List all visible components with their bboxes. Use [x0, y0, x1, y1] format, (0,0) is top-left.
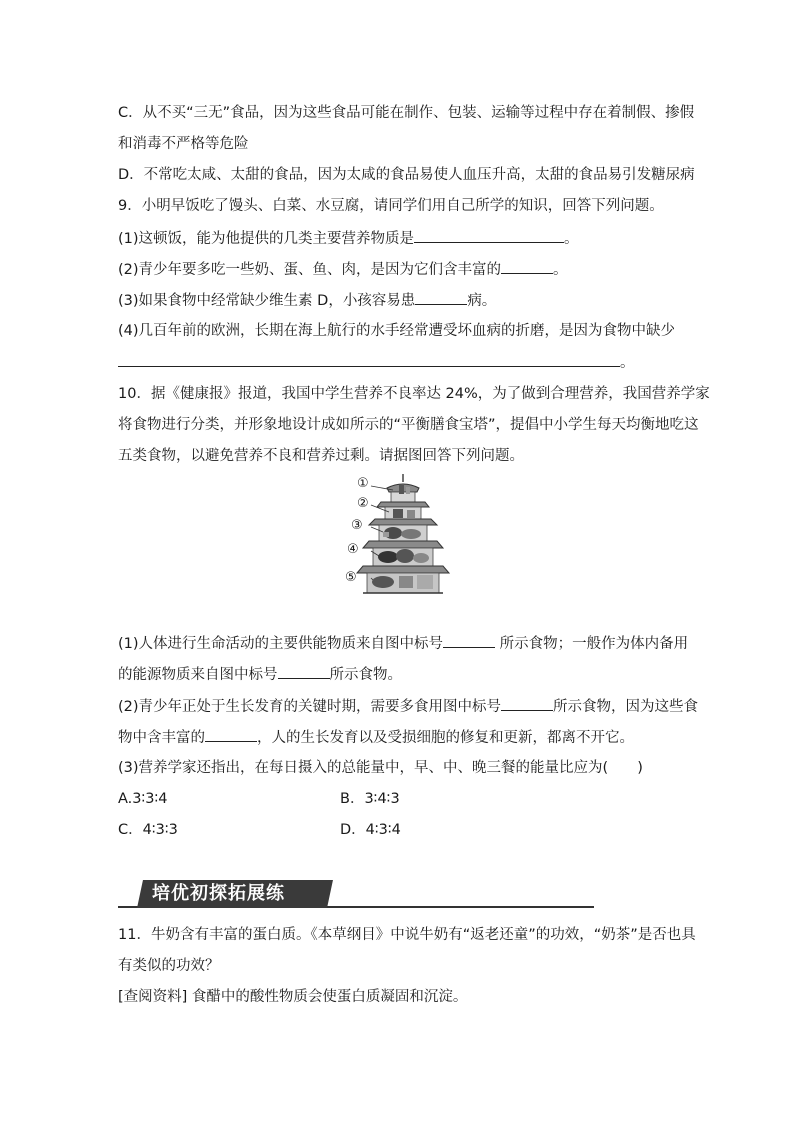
section-title: 培优初探拓展练 — [152, 883, 285, 904]
q10-option-a[interactable]: A.3∶3∶4 — [118, 791, 168, 807]
q9-part3-text: (3)如果食物中经常缺少维生素 D，小孩容易患 — [118, 293, 416, 309]
q9-part4: (4)几百年前的欧洲，长期在海上航行的水手经常遭受坏血病的折磨，是因为食物中缺少 — [118, 323, 676, 339]
q11-stem-line1: 11．牛奶含有丰富的蛋白质。《本草纲目》中说牛奶有“返老还童”的功效，“奶茶”是否也具 — [118, 927, 696, 943]
q11-resource: [查阅资料] 食醋中的酸性物质会使蛋白质凝固和沉淀。 — [118, 989, 468, 1005]
q9-part1 — [118, 228, 579, 249]
q9-part2-text: (2)青少年要多吃一些奶、蛋、鱼、肉，是因为它们含丰富的 — [118, 262, 502, 278]
q10-part2-blank2[interactable] — [205, 727, 257, 742]
q9-part2 — [118, 259, 568, 280]
q9-part1-end: 。 — [564, 231, 579, 247]
q9-part1-blank[interactable] — [414, 228, 564, 243]
section-banner — [118, 880, 594, 910]
q10-part2-text-b: 所示食物，因为这些食 — [553, 699, 699, 715]
q10-option-d[interactable]: D．4∶3∶4 — [340, 822, 401, 838]
q10-part1-text-d: 所示食物。 — [329, 667, 402, 683]
q10-part1-blank1[interactable] — [443, 633, 495, 648]
q9-part4-blank[interactable] — [118, 352, 620, 367]
q10-stem-line2: 将食物进行分类，并形象地设计成如所示的“平衡膳食宝塔”，提倡中小学生每天均衡地吃这 — [118, 417, 699, 433]
q10-part2-line2 — [118, 727, 634, 748]
q10-option-b[interactable]: B．3∶4∶3 — [340, 791, 400, 807]
q10-part1-text-b: 所示食物；一般作为体内备用 — [499, 636, 689, 652]
balanced-diet-pagoda-figure — [343, 472, 451, 596]
pagoda-label-1: ① — [357, 476, 369, 491]
q10-part2-text-c: 物中含丰富的 — [118, 730, 205, 746]
q9-part4-answer-line — [118, 352, 635, 373]
q10-part2-line1 — [118, 696, 698, 717]
q10-option-c[interactable]: C．4∶3∶3 — [118, 822, 178, 838]
q10-part2-text-d: ，人的生长发育以及受损细胞的修复和更新，都离不开它。 — [257, 730, 634, 746]
q10-stem-line3: 五类食物，以避免营养不良和营养过剩。请据图回答下列问题。 — [118, 448, 524, 464]
pagoda-label-4: ④ — [347, 542, 359, 557]
q10-part1-blank2[interactable] — [278, 664, 330, 679]
q10-part3: (3)营养学家还指出，在每日摄入的总能量中，早、中、晚三餐的能量比应为( ) — [118, 760, 643, 776]
q8-option-c-line1: C．从不买“三无”食品，因为这些食品可能在制作、包装、运输等过程中存在着制假、掺假 — [118, 105, 695, 121]
q9-part2-blank[interactable] — [501, 259, 553, 274]
q8-option-c-line2: 和消毒不严格等危险 — [118, 136, 249, 152]
q10-part1-text-c: 的能源物质来自图中标号 — [118, 667, 278, 683]
q10-part1-line2 — [118, 664, 402, 685]
pagoda-label-3: ③ — [351, 518, 363, 533]
q10-part1-line1 — [118, 633, 688, 654]
q10-part2-blank1[interactable] — [501, 696, 553, 711]
q9-part3-blank[interactable] — [415, 290, 467, 305]
q9-stem: 9．小明早饭吃了馒头、白菜、水豆腐，请同学们用自己所学的知识，回答下列问题。 — [118, 198, 664, 214]
q10-stem-line1: 10．据《健康报》报道，我国中学生营养不良率达 24%，为了做到合理营养，我国营养学家 — [118, 386, 710, 402]
q9-part3 — [118, 290, 496, 311]
pagoda-label-5: ⑤ — [345, 570, 357, 585]
pagoda-label-2: ② — [357, 496, 369, 511]
q9-part2-end: 。 — [553, 262, 568, 278]
q10-part1-text-a: (1)人体进行生命活动的主要供能物质来自图中标号 — [118, 636, 444, 652]
q10-part2-text-a: (2)青少年正处于生长发育的关键时期，需要多食用图中标号 — [118, 699, 502, 715]
q8-option-d: D．不常吃太咸、太甜的食品，因为太咸的食品易使人血压升高，太甜的食品易引发糖尿病 — [118, 167, 695, 183]
q11-stem-line2: 有类似的功效？ — [118, 958, 220, 974]
q9-part3-end: 病。 — [467, 293, 497, 309]
q9-part1-text: (1)这顿饭，能为他提供的几类主要营养物质是 — [118, 231, 415, 247]
q9-part4-end: 。 — [620, 355, 635, 371]
